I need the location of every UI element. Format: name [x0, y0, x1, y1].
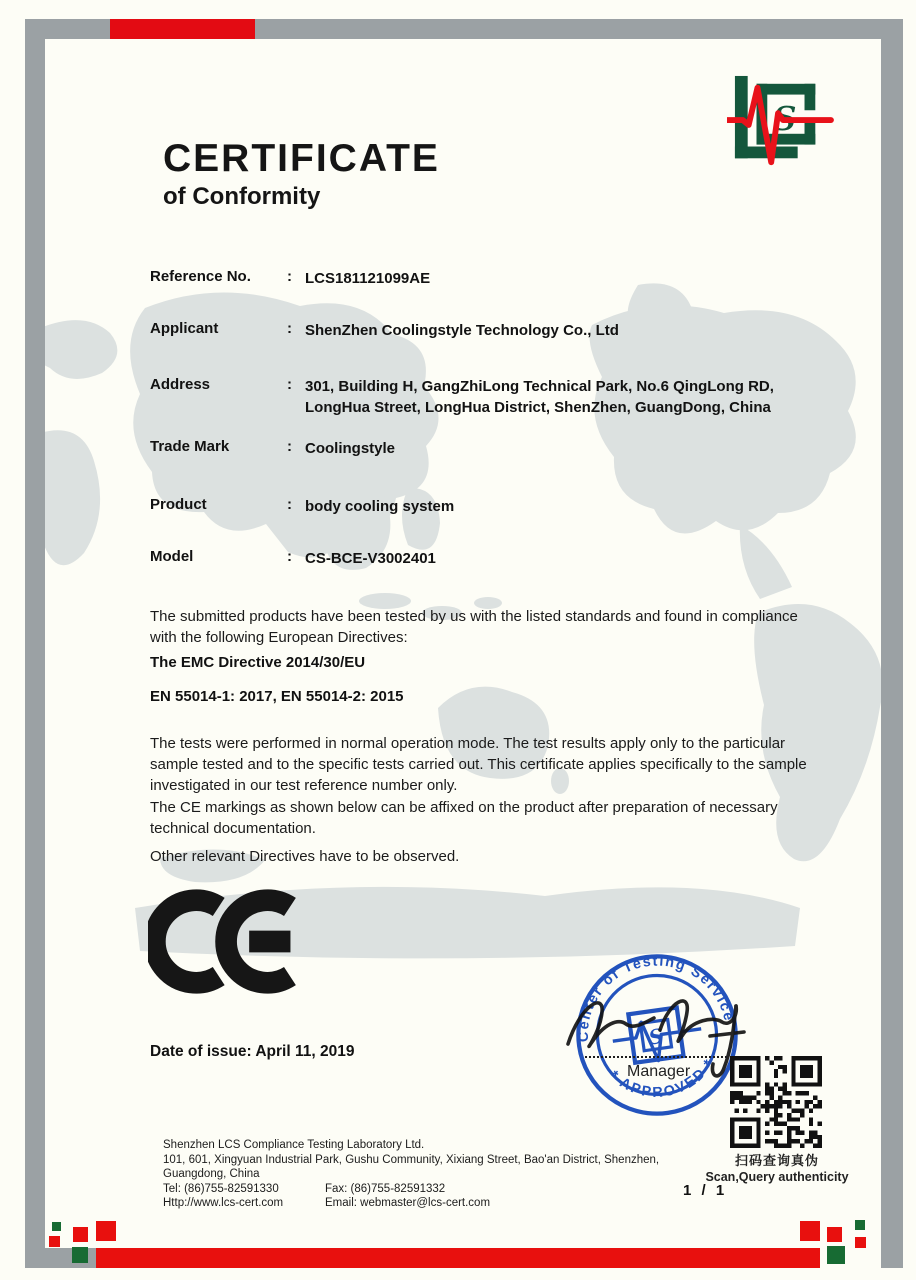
issuer-address-2: Guangdong, China	[163, 1168, 260, 1180]
statement-other-directives: Other relevant Directives have to be observed.	[150, 848, 460, 865]
statement-test-scope: The tests were performed in normal operation mode. The test results apply only to the particular sample tested and to the specific tests carried out. This certificate applies specifically to the sample investigated in our test reference number only.	[150, 735, 807, 794]
field-value: LCS181121099AE	[305, 270, 431, 287]
signatory-title: Manager	[627, 1063, 691, 1080]
statement-standards: EN 55014-1: 2017, EN 55014-2: 2015	[150, 688, 404, 705]
field-colon: :	[287, 438, 292, 455]
issuer-footer	[163, 1138, 659, 1211]
issuer-email: Email: webmaster@lcs-cert.com	[325, 1197, 491, 1209]
field-value: 301, Building H, GangZhiLong Technical Park, No.6 QingLong RD, LongHua Street, LongHua District, ShenZhen, GuangDong, China	[305, 378, 774, 416]
title-main: CERTIFICATE	[163, 137, 440, 180]
field-value: ShenZhen Coolingstyle Technology Co., Ltd	[305, 322, 619, 339]
issuer-tel: Tel: (86)755-82591330	[163, 1182, 279, 1195]
issuer-fax: Fax: (86)755-82591332	[325, 1182, 446, 1195]
field-colon: :	[287, 376, 292, 393]
field-label: Applicant	[150, 320, 219, 337]
issuer-address-1: 101, 601, Xingyuan Industrial Park, Gushu Community, Xixiang Street, Bao'an District, Shenzhen,	[163, 1153, 660, 1166]
signature-dotted-line	[585, 1056, 727, 1058]
field-label: Trade Mark	[150, 438, 230, 455]
field-label: Model	[150, 548, 194, 565]
page-number: 1 / 1	[683, 1182, 728, 1199]
qr-caption-english: Scan,Query authenticity	[705, 1170, 849, 1184]
field-value: body cooling system	[305, 498, 455, 515]
qr-caption-chinese: 扫码查询真伪	[734, 1153, 819, 1168]
field-label: Address	[150, 376, 211, 393]
ce-mark	[148, 883, 308, 1000]
stamp-ring-bottom-text: * APPROVED *	[606, 1055, 719, 1101]
statement-ce-markings: The CE markings as shown below can be affixed on the product after preparation of necessary technical documentation.	[150, 799, 778, 837]
field-value: CS-BCE-V3002401	[305, 550, 436, 567]
qr-code	[730, 1056, 822, 1148]
field-colon: :	[287, 548, 292, 565]
field-colon: :	[287, 320, 292, 337]
frame-bottom-red-bar	[96, 1248, 820, 1268]
certificate-title	[163, 138, 440, 211]
field-label: Product	[150, 496, 207, 513]
lcs-logo-icon	[727, 74, 835, 172]
svg-text:S: S	[647, 1023, 665, 1050]
title-sub: of Conformity	[163, 183, 321, 210]
issuer-company: Shenzhen LCS Compliance Testing Laboratory Ltd.	[163, 1139, 425, 1151]
frame-right-bar	[881, 19, 903, 1268]
field-colon: :	[287, 268, 292, 285]
field-colon: :	[287, 496, 292, 513]
issuer-web: Http://www.lcs-cert.com	[163, 1197, 284, 1209]
frame-left-bar	[25, 19, 45, 1268]
field-label: Reference No.	[150, 268, 251, 285]
stamp-ring-top-text: Center of Testing Service	[575, 953, 737, 1043]
date-of-issue: Date of issue: April 11, 2019	[150, 1043, 355, 1060]
statement-directive: The EMC Directive 2014/30/EU	[150, 654, 366, 671]
field-value: Coolingstyle	[305, 440, 396, 457]
statement-intro: The submitted products have been tested by us with the listed standards and found in compliance with the following European Directives:	[150, 608, 798, 646]
frame-top-red-segment	[110, 19, 255, 39]
qr-captions	[702, 1150, 852, 1184]
svg-text:S: S	[773, 99, 797, 138]
